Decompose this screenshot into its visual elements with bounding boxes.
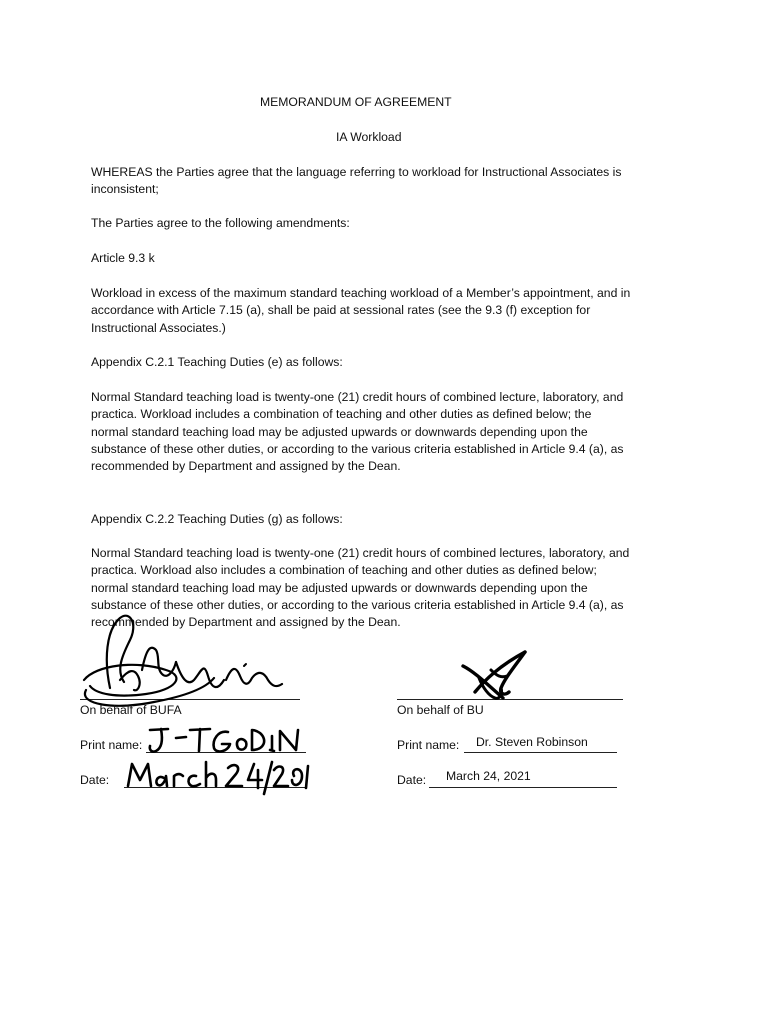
appendix-e-line: normal standard teaching load may be adjusted upwards or downwards depending upon the (91, 424, 588, 439)
whereas-clause (91, 164, 691, 199)
appendix-g-heading: Appendix C.2.2 Teaching Duties (g) as follows: (91, 512, 343, 526)
whereas-line: inconsistent; (91, 182, 159, 197)
amendments-intro: The Parties agree to the following amendments: (91, 216, 350, 230)
bufa-print-name-label: Print name: (80, 738, 143, 752)
document-subtitle: IA Workload (336, 130, 402, 144)
appendix-g-line: substance of these other duties, or according to the various criteria established in Article 9.4 (a), as (91, 597, 624, 612)
bu-print-name-label: Print name: (397, 738, 460, 752)
document-title: MEMORANDUM OF AGREEMENT (260, 95, 452, 109)
whereas-line: WHEREAS the Parties agree that the language referring to workload for Instructional Associates is (91, 165, 622, 179)
article-heading: Article 9.3 k (91, 251, 155, 265)
bu-date-value: March 24, 2021 (446, 769, 531, 783)
appendix-e-heading: Appendix C.2.1 Teaching Duties (e) as follows: (91, 355, 343, 369)
appendix-g-line: practica. Workload also includes a combination of teaching and other duties as defined below; (91, 563, 597, 578)
article-text (91, 285, 691, 337)
bu-date-label: Date: (397, 773, 427, 787)
bufa-behalf-label: On behalf of BUFA (80, 703, 182, 717)
bufa-handwritten-name (146, 724, 306, 758)
article-line: Workload in excess of the maximum standard teaching workload of a Member’s appointment, and in (91, 286, 631, 300)
appendix-g-line: recommended by Department and assigned by the Dean. (91, 615, 401, 630)
appendix-e-line: Normal Standard teaching load is twenty-one (21) credit hours of combined lecture, laboratory, and (91, 390, 624, 404)
appendix-e-line: recommended by Department and assigned by the Dean. (91, 459, 401, 474)
appendix-g-line: Normal Standard teaching load is twenty-one (21) credit hours of combined lectures, laboratory, and (91, 546, 630, 560)
appendix-e-line: substance of these other duties, or according to the various criteria established in Article 9.4 (a), as (91, 441, 624, 456)
bu-behalf-label: On behalf of BU (397, 703, 484, 717)
bu-signature (455, 648, 535, 704)
article-line: accordance with Article 7.15 (a), shall be paid at sessional rates (see the 9.3 (f) exception for (91, 303, 591, 318)
bu-print-name-line (464, 752, 617, 753)
bu-date-line (429, 787, 617, 788)
bu-print-name-value: Dr. Steven Robinson (476, 735, 588, 749)
bufa-date-label: Date: (80, 773, 110, 787)
appendix-e-text (91, 389, 691, 475)
bufa-handwritten-date (124, 758, 309, 798)
appendix-e-line: practica. Workload includes a combination of teaching and other duties as defined below; the (91, 407, 592, 422)
article-line: Instructional Associates.) (91, 320, 226, 335)
appendix-g-line: normal standard teaching load may be adjusted upwards or downwards depending upon the (91, 580, 588, 595)
